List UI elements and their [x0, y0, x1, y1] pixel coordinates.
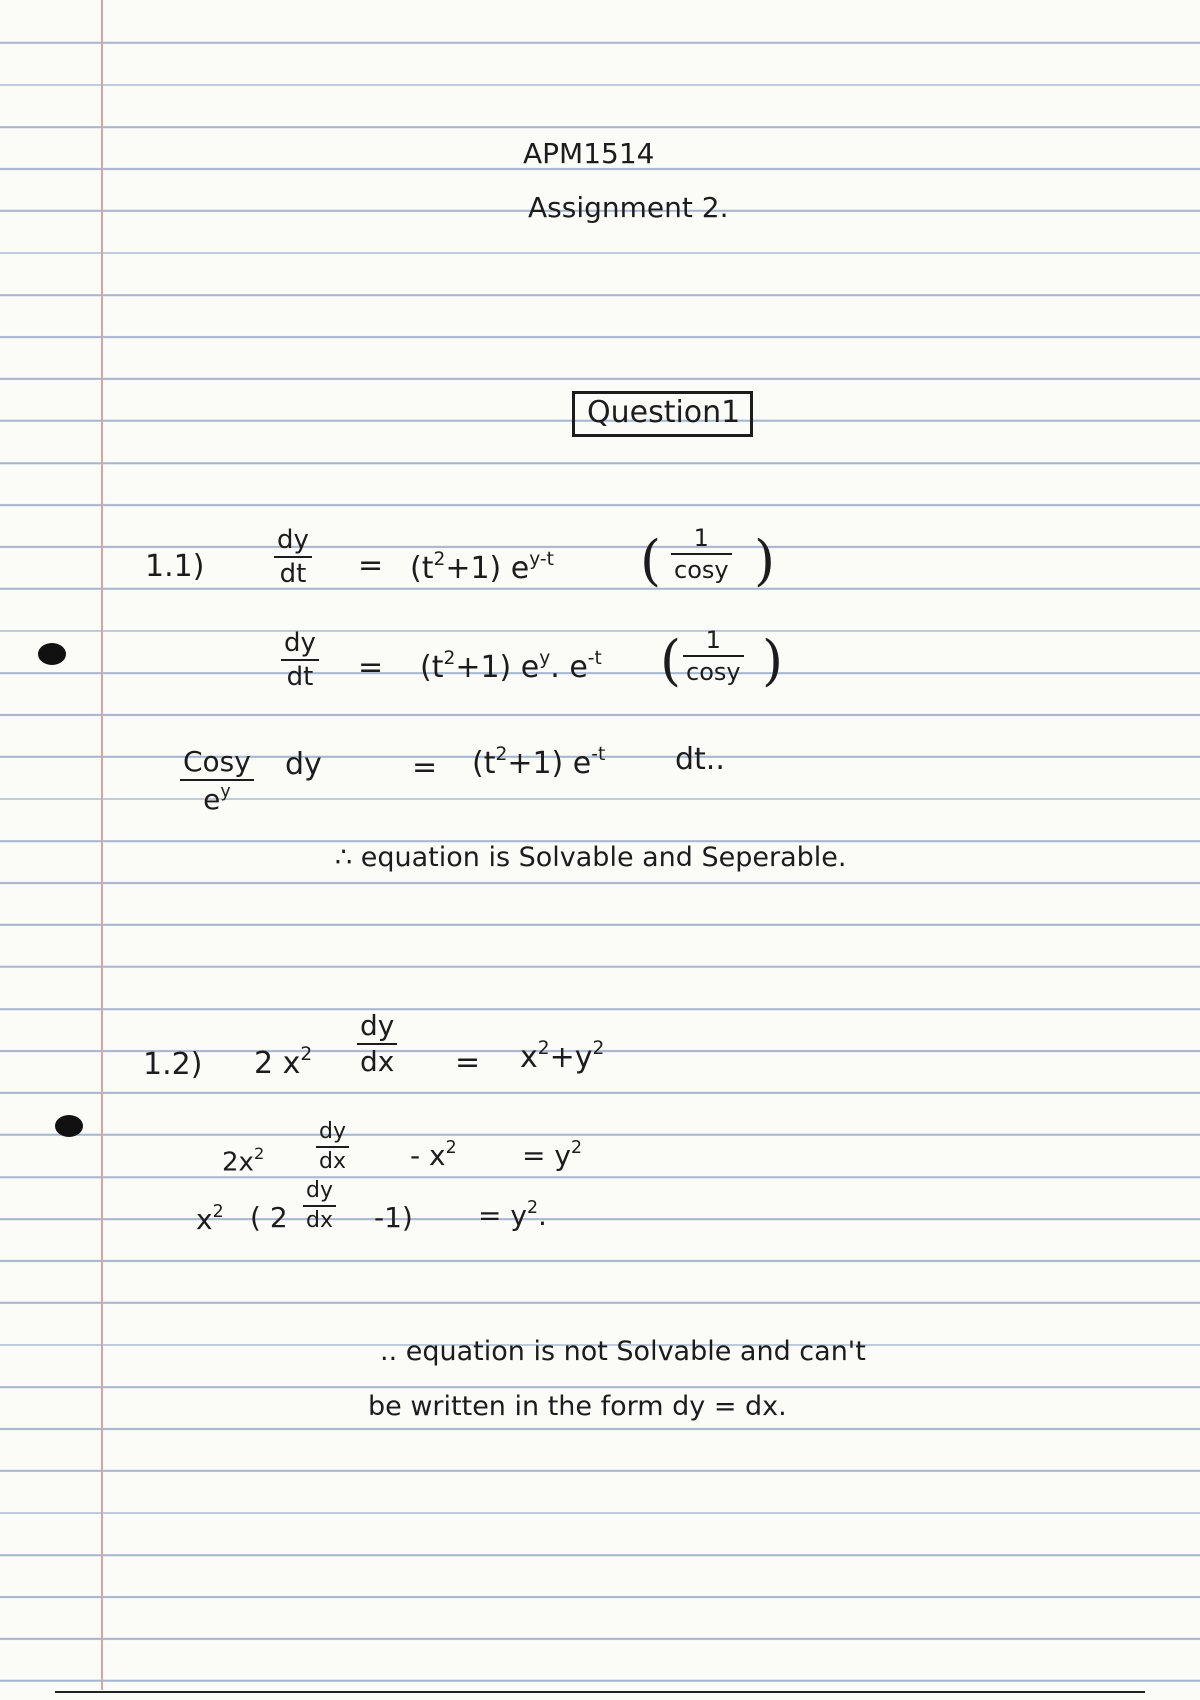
superscript: 2 — [433, 549, 446, 570]
rhs-start: (t — [472, 746, 496, 782]
equals-y-squared — [478, 1198, 547, 1233]
fraction-bar — [671, 553, 732, 555]
fraction-denominator: dx — [360, 1045, 395, 1078]
exponent: y-t — [529, 549, 554, 570]
fraction-numerator: dy — [306, 1178, 333, 1203]
middle-term: . e — [550, 650, 588, 686]
equals-y: = y — [522, 1139, 571, 1173]
rest: - x — [410, 1139, 446, 1173]
exponent: y — [539, 648, 551, 669]
equation-rhs-1 — [410, 549, 554, 587]
fraction-1-over-cosy — [671, 526, 732, 582]
fraction-denominator: dt — [286, 662, 314, 692]
exponent: -t — [591, 744, 606, 765]
open-paren: ( — [660, 629, 682, 692]
fraction-bar — [316, 1146, 349, 1148]
minus-one-close: -1) — [374, 1201, 413, 1234]
equals-sign: = — [412, 750, 438, 785]
punch-hole — [38, 643, 66, 665]
superscript: 2 — [212, 1202, 224, 1222]
fraction-numerator: dy — [319, 1119, 346, 1144]
fraction-bar — [683, 655, 744, 657]
open-paren: ( — [640, 529, 662, 592]
superscript: 2 — [537, 1038, 550, 1059]
superscript: 2 — [495, 744, 508, 765]
minus-x-squared — [410, 1138, 457, 1173]
factor-end: +1) e — [445, 551, 530, 587]
margin-line — [101, 0, 103, 1690]
fraction-numerator: 1 — [705, 626, 721, 654]
fraction-denominator: dx — [319, 1149, 346, 1174]
equals-sign: = — [358, 650, 384, 685]
equation-rhs-3 — [472, 744, 606, 782]
superscript: 2 — [445, 1138, 457, 1158]
fraction-denominator — [200, 782, 234, 817]
equals-sign: = — [455, 1045, 481, 1080]
factor-end: +1) e — [455, 650, 540, 686]
rhs-x: x — [520, 1040, 538, 1076]
superscript: 2 — [570, 1138, 582, 1158]
equation-rhs-2 — [420, 648, 602, 686]
question-label: Question1 — [572, 391, 753, 437]
derivative-dy-dx — [303, 1180, 336, 1232]
equals-y: = y — [478, 1199, 527, 1233]
fraction-bar — [180, 779, 254, 781]
close-paren: ) — [754, 529, 776, 592]
fraction-denominator: dx — [306, 1208, 333, 1233]
factor-start: (t — [410, 551, 434, 587]
part-1-2-number: 1.2) — [143, 1047, 203, 1082]
superscript: 2 — [300, 1044, 313, 1065]
conclusion-1-2-line1: .. equation is not Solvable and can't — [380, 1336, 866, 1367]
coef: 2 x — [254, 1046, 301, 1082]
differential-dt: dt.. — [675, 742, 725, 777]
fraction-numerator: dy — [277, 525, 309, 555]
fraction-numerator: 1 — [693, 524, 709, 552]
coef: 2x — [222, 1147, 254, 1178]
exponent: -t — [587, 648, 602, 669]
equals-sign: = — [358, 548, 384, 583]
derivative-dy-dt — [281, 630, 319, 690]
conclusion-1-2-line2: be written in the form dy = dx. — [368, 1391, 787, 1422]
fraction-numerator: dy — [360, 1009, 395, 1042]
fraction-numerator: Cosy — [183, 745, 251, 778]
bottom-rule — [55, 1691, 1145, 1693]
rhs-mid: +y — [549, 1040, 593, 1076]
derivative-dy-dx — [357, 1009, 397, 1078]
open-paren-2: ( 2 — [250, 1201, 288, 1234]
coefficient-2x2 — [254, 1044, 313, 1082]
part-1-1-number: 1.1) — [145, 549, 205, 584]
close-paren: ) — [762, 629, 784, 692]
superscript: 2 — [526, 1198, 538, 1218]
derivative-dy-dx — [316, 1121, 349, 1173]
equals-y-squared — [522, 1138, 582, 1173]
x-squared — [196, 1202, 224, 1237]
punch-hole — [55, 1115, 83, 1137]
fraction-bar — [281, 659, 319, 661]
conclusion-1-1: ∴ equation is Solvable and Seperable. — [335, 842, 847, 873]
fraction-1-over-cosy — [683, 628, 744, 684]
coefficient-2x2 — [222, 1144, 265, 1178]
equation-rhs-1-2 — [520, 1038, 605, 1076]
fraction-denominator: dt — [279, 559, 307, 589]
exponent: y — [220, 782, 231, 802]
fraction-bar — [303, 1205, 336, 1207]
period: . — [537, 1199, 547, 1233]
course-code: APM1514 — [523, 137, 655, 170]
assignment-title: Assignment 2. — [528, 191, 729, 224]
fraction-bar — [274, 556, 312, 558]
fraction-denominator: cosy — [674, 556, 729, 584]
start: x — [196, 1203, 213, 1237]
superscript: 2 — [253, 1144, 265, 1163]
superscript: 2 — [592, 1038, 605, 1059]
derivative-dy-dt — [274, 527, 312, 587]
fraction-cosy-over-ey — [180, 745, 254, 817]
factor-start: (t — [420, 650, 444, 686]
fraction-denominator: cosy — [686, 658, 741, 686]
differential-dy: dy — [285, 747, 322, 782]
base-e: e — [203, 783, 221, 817]
fraction-numerator: dy — [284, 628, 316, 658]
rhs-mid: +1) e — [507, 746, 592, 782]
superscript: 2 — [443, 648, 456, 669]
